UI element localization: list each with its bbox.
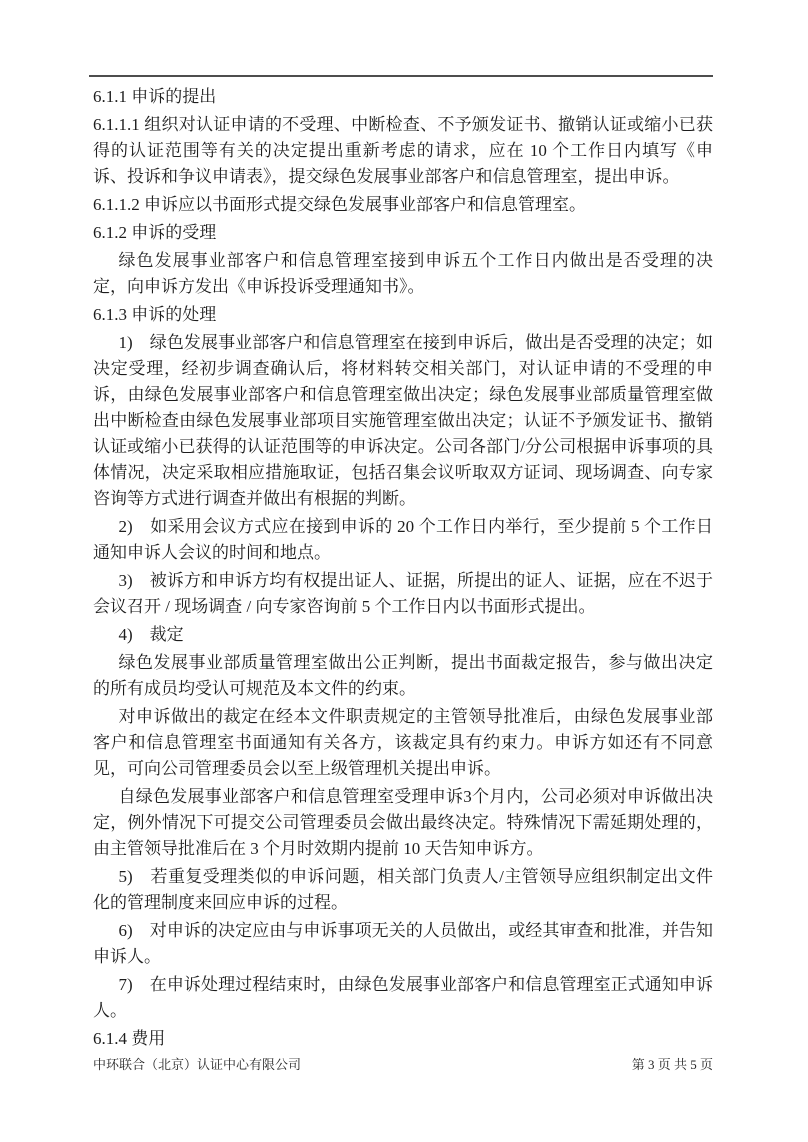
document-body: [93, 84, 713, 1054]
footer-page-number: 第 3 页 共 5 页: [631, 1057, 713, 1072]
paragraph-acceptance: 绿色发展事业部客户和信息管理室接到申诉五个工作日内做出是否受理的决定，向申诉方发出《申诉投诉受理通知书》。: [93, 251, 713, 296]
section-heading-6-1-2: 6.1.2 申诉的受理: [93, 223, 217, 242]
list-item-4: 4) 裁定: [118, 625, 184, 644]
list-item-5: 5) 若重复受理类似的申诉问题，相关部门负责人/主管领导应组织制定出文件化的管理制度来回应申诉的过程。: [93, 867, 713, 912]
footer-company-name: 中环联合（北京）认证中心有限公司: [93, 1057, 302, 1072]
header-rule: [89, 75, 713, 77]
page-footer: [93, 1056, 713, 1074]
paragraph-ruling-3: 自绿色发展事业部客户和信息管理室受理申诉3个月内，公司必须对申诉做出决定，例外情况下可提交公司管理委员会做出最终决定。特殊情况下需延期处理的，由主管领导批准后在 3 个月时效期内提前 10 天告知申诉方。: [93, 787, 713, 858]
paragraph-6-1-1-2: 6.1.1.2 申诉应以书面形式提交绿色发展事业部客户和信息管理室。: [93, 195, 586, 214]
paragraph-ruling-2: 对申诉做出的裁定在经本文件职责规定的主管领导批准后，由绿色发展事业部客户和信息管理室书面通知有关各方，该裁定具有约束力。申诉方如还有不同意见，可向公司管理委员会以至上级管理机关提出申诉。: [93, 707, 713, 778]
list-item-3: 3) 被诉方和申诉方均有权提出证人、证据，所提出的证人、证据，应在不迟于会议召开 / 现场调查 / 向专家咨询前 5 个工作日内以书面形式提出。: [93, 571, 713, 616]
paragraph-6-1-1-1: 6.1.1.1 组织对认证申请的不受理、中断检查、不予颁发证书、撤销认证或缩小已获得的认证范围等有关的决定提出重新考虑的请求，应在 10 个工作日内填写《申诉、投诉和争议申请表》，提交绿色发展事业部客户和信息管理室，提出申诉。: [93, 115, 713, 186]
section-heading-6-1-1: 6.1.1 申诉的提出: [93, 87, 217, 106]
section-heading-6-1-3: 6.1.3 申诉的处理: [93, 305, 217, 324]
list-item-7: 7) 在申诉处理过程结束时，由绿色发展事业部客户和信息管理室正式通知申诉人。: [93, 975, 713, 1020]
list-item-1: 1) 绿色发展事业部客户和信息管理室在接到申诉后，做出是否受理的决定；如决定受理，经初步调查确认后，将材料转交相关部门，对认证申请的不受理的申诉，由绿色发展事业部客户和信息管理室做出决定；绿色发展事业部质量管理室做出中断检查由绿色发展事业部项目实施管理室做出决定；认证不予颁发证书、撤销认证或缩小已获得的认证范围等的申诉决定。公司各部门/分公司根据申诉事项的具体情况，决定采取相应措施取证，包括召集会议听取双方证词、现场调查、向专家咨询等方式进行调查并做出有根据的判断。: [93, 333, 713, 508]
list-item-2: 2) 如采用会议方式应在接到申诉的 20 个工作日内举行，至少提前 5 个工作日通知申诉人会议的时间和地点。: [93, 517, 713, 562]
section-heading-6-1-4: 6.1.4 费用: [93, 1029, 166, 1048]
list-item-6: 6) 对申诉的决定应由与申诉事项无关的人员做出，或经其审查和批准，并告知申诉人。: [93, 921, 713, 966]
paragraph-ruling-1: 绿色发展事业部质量管理室做出公正判断，提出书面裁定报告，参与做出决定的所有成员均受认可规范及本文件的约束。: [93, 653, 713, 698]
